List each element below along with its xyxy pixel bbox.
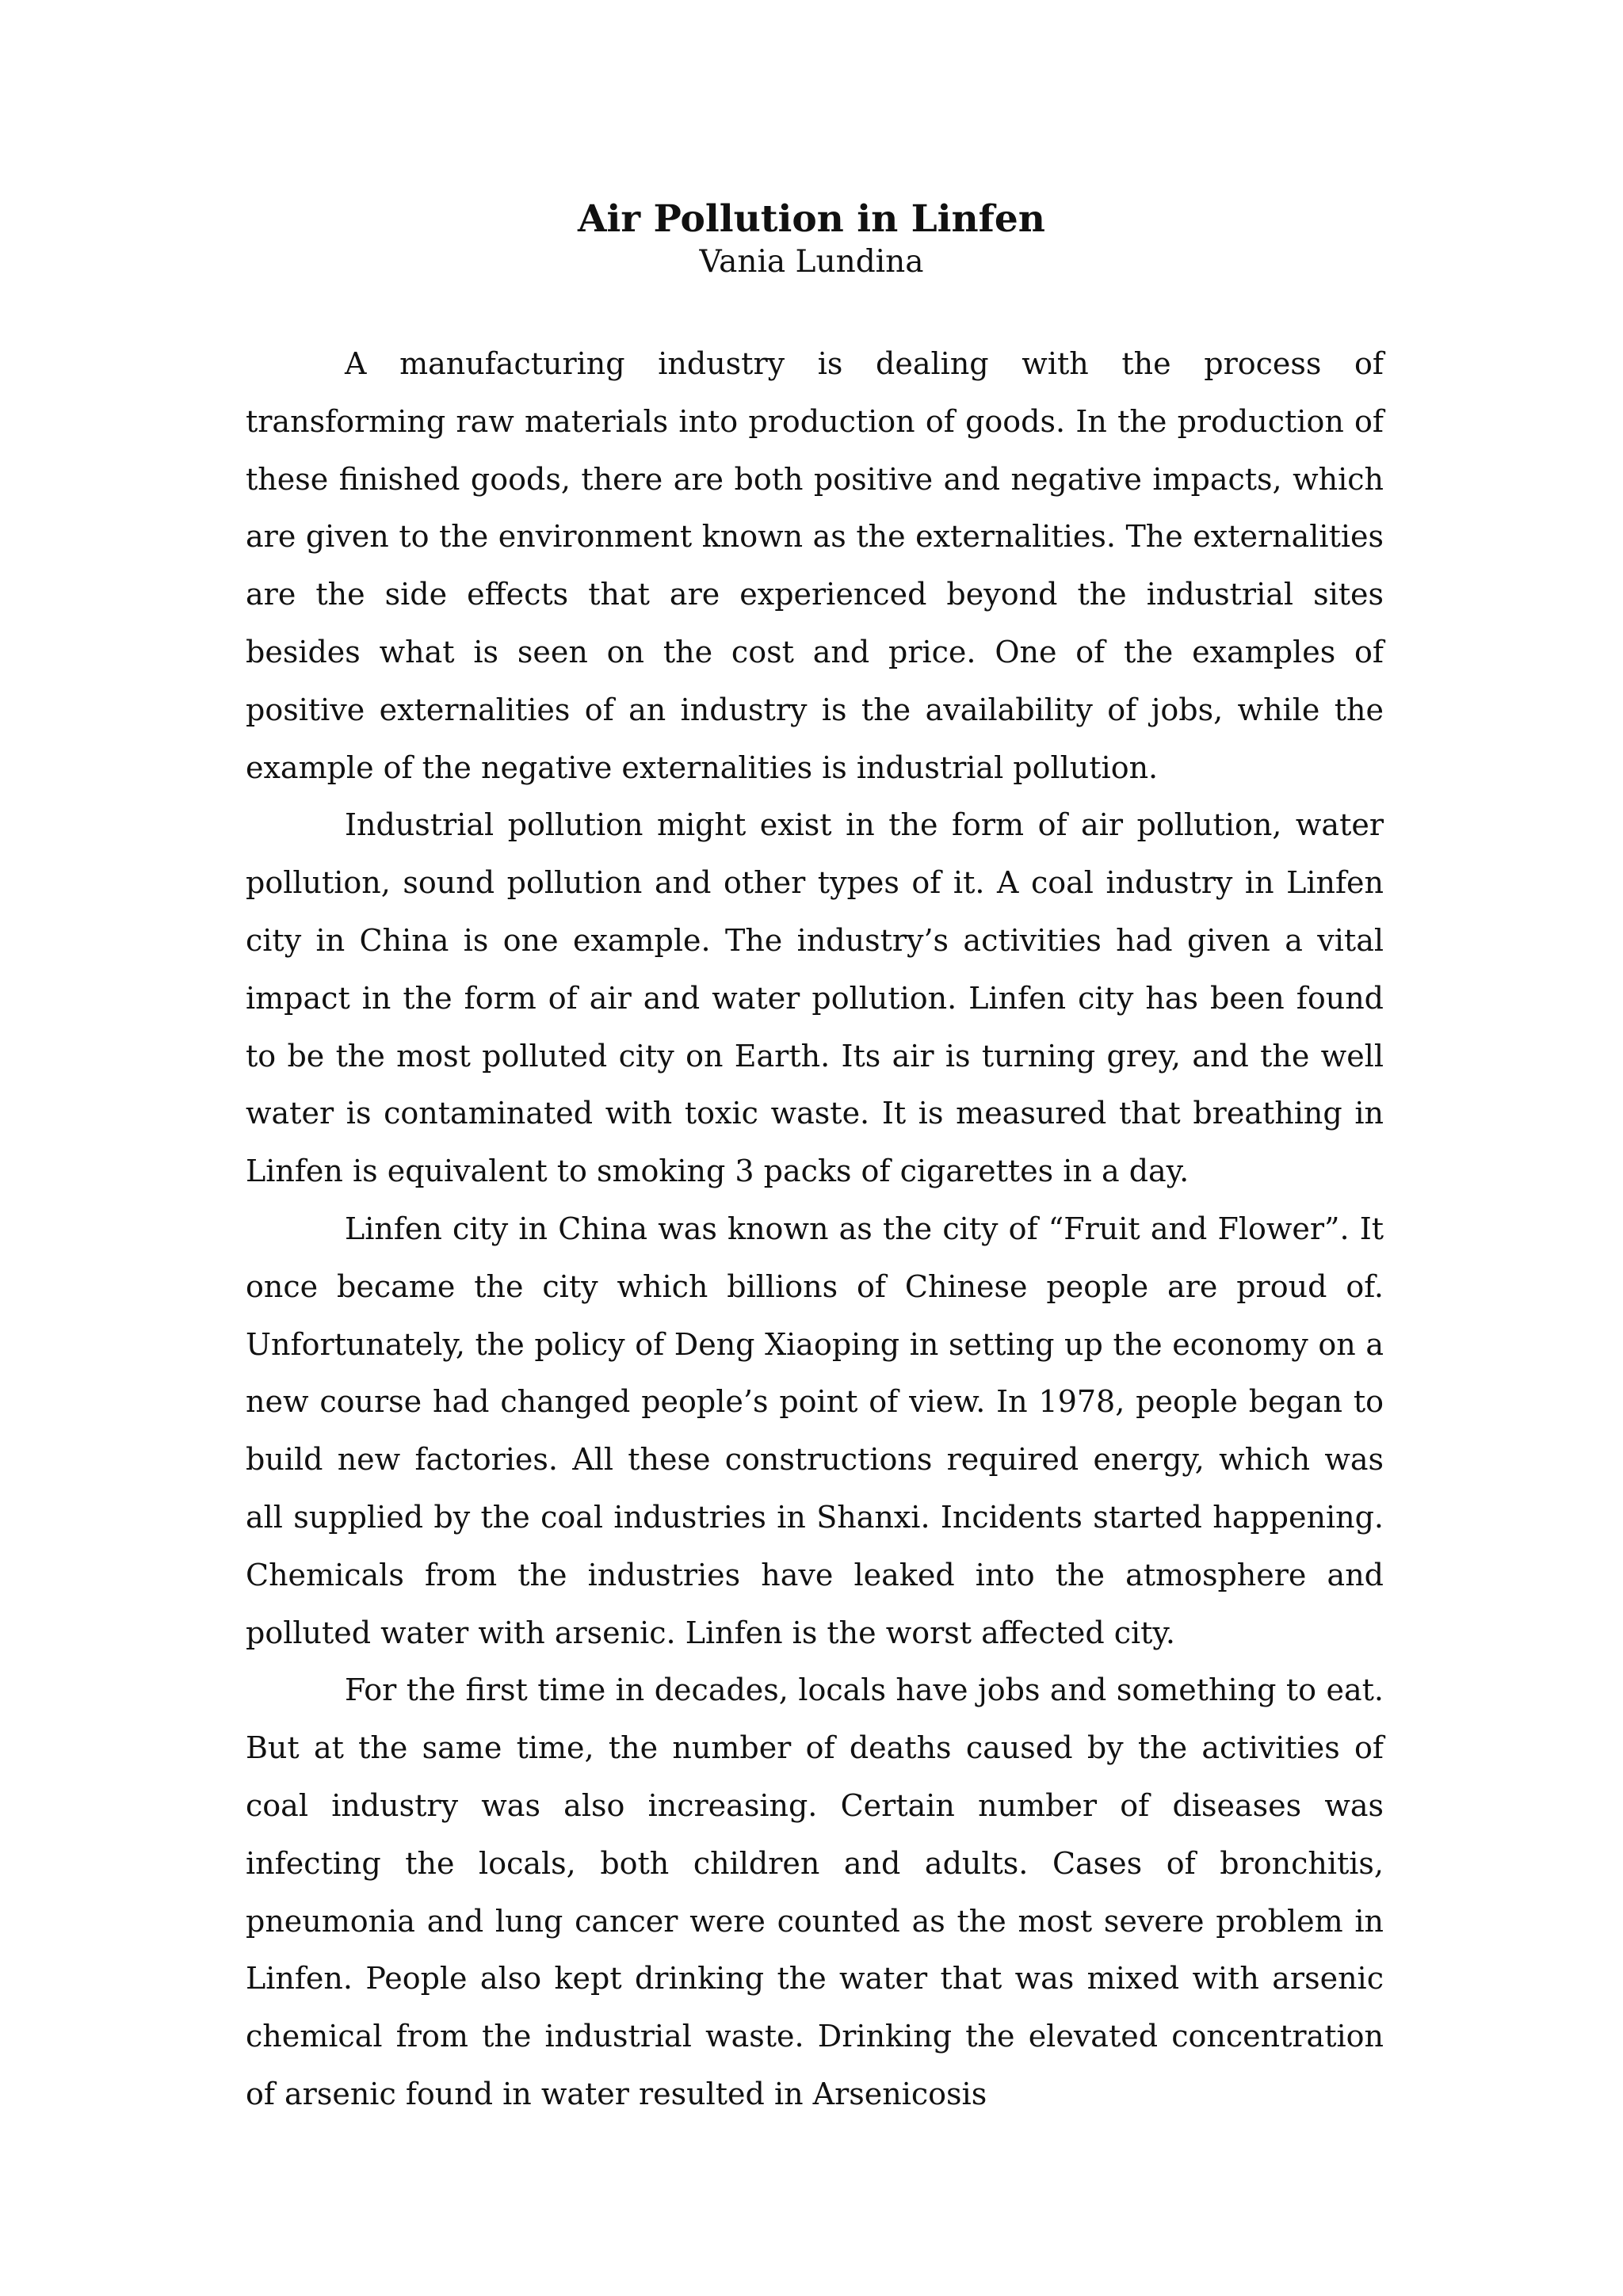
paragraph-4: For the first time in decades, locals have jobs and something to eat. But at the same time, the number of deaths caused by the activities of coal industry was also increasing. Certain number of diseases was infecting the locals, both children and adults. Cases of bronchitis, pneumonia and lung cancer were counted as the most severe problem in Linfen. People also kept drinking the water that was mixed with arsenic chemical from the industrial waste. Drinking the elevated concentration of arsenic found in water resulted in Arsenicosis [246,1672,1384,2111]
document-header [0,196,1623,282]
document-author: Vania Lundina [699,244,924,280]
document-title: Air Pollution in Linfen [578,197,1045,241]
paragraph-2: Industrial pollution might exist in the form of air pollution, water pollution, sound pollution and other types of it. A coal industry in Linfen city in China is one example. The industry’s activities had given a vital impact in the form of air and water pollution. Linfen city has been found to be the most polluted city on Earth. Its air is turning grey, and the well water is contaminated with toxic waste. It is measured that breathing in Linfen is equivalent to smoking 3 packs of cigarettes in a day. [246,807,1384,1189]
document-body [246,335,1384,2123]
paragraph-1: A manufacturing industry is dealing with the process of transforming raw materials into production of goods. In the production of these finished goods, there are both positive and negative impacts, which are given to the environment known as the externalities. The externalities are the side effects that are experienced beyond the industrial sites besides what is seen on the cost and price. One of the examples of positive externalities of an industry is the availability of jobs, while the example of the negative externalities is industrial pollution. [246,346,1384,785]
paragraph-3: Linfen city in China was known as the city of “Fruit and Flower”. It once became the city which billions of Chinese people are proud of. Unfortunately, the policy of Deng Xiaoping in setting up the economy on a new course had changed people’s point of view. In 1978, people began to build new factories. All these constructions required energy, which was all supplied by the coal industries in Shanxi. Incidents started happening. Chemicals from the industries have leaked into the atmosphere and polluted water with arsenic. Linfen is the worst affected city. [246,1211,1384,1650]
